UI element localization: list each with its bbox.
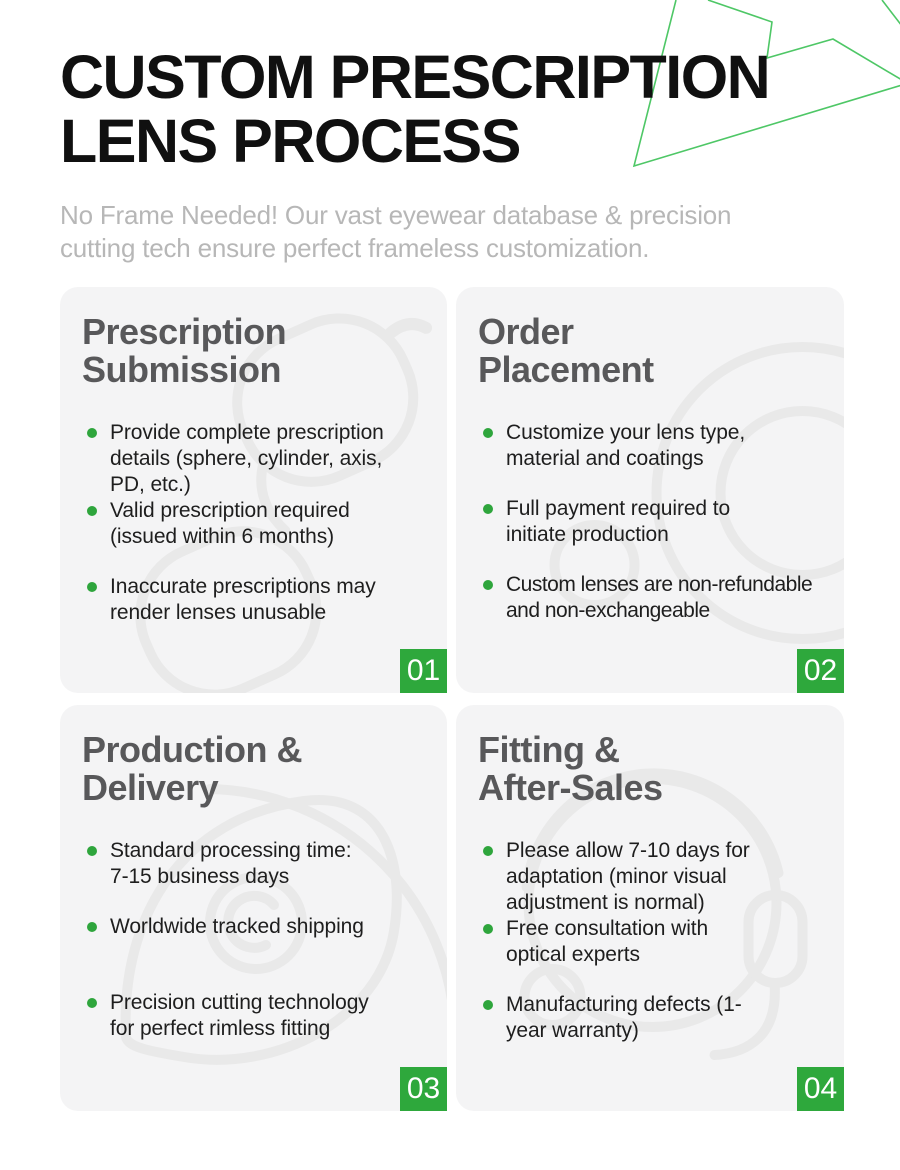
bullet-list xyxy=(87,420,427,626)
bullet-item xyxy=(87,574,427,626)
bullet-text: Full payment required to initiate production xyxy=(506,497,731,546)
cards-grid xyxy=(60,287,844,1111)
bullet-dot-icon xyxy=(87,582,97,592)
bullet-text: Please allow 7-10 days for adaptation (minor visual adjustment is normal) xyxy=(506,839,750,914)
card-title: Fitting & After-Sales xyxy=(478,729,663,808)
page-title-line1: CUSTOM PRESCRIPTION xyxy=(60,43,770,111)
bullet-item xyxy=(483,838,824,916)
page-subtitle: No Frame Needed! Our vast eyewear database & precision cutting tech ensure perfect frameless customization. xyxy=(60,200,732,263)
bullet-dot-icon xyxy=(87,998,97,1008)
bullet-text: Worldwide tracked shipping xyxy=(110,915,364,938)
bullet-item xyxy=(87,990,427,1042)
bullet-item xyxy=(483,916,824,992)
step-number-badge: 03 xyxy=(400,1067,447,1111)
bullet-dot-icon xyxy=(483,846,493,856)
step-number-badge: 04 xyxy=(797,1067,844,1111)
bullet-dot-icon xyxy=(87,922,97,932)
card-title: Production & Delivery xyxy=(82,729,302,808)
card-production-delivery xyxy=(60,705,447,1111)
page-title xyxy=(60,45,844,173)
bullet-text: Precision cutting technology for perfect rimless fitting xyxy=(110,991,369,1040)
bullet-dot-icon xyxy=(87,846,97,856)
card-title: Order Placement xyxy=(478,311,654,390)
bullet-dot-icon xyxy=(87,428,97,438)
bullet-item xyxy=(483,992,824,1044)
bullet-text: Inaccurate prescriptions may render lenses unusable xyxy=(110,575,376,624)
bullet-item xyxy=(483,572,824,624)
bullet-text: Custom lenses are non-refundable and non-exchangeable xyxy=(506,573,813,622)
bullet-text: Valid prescription required (issued within 6 months) xyxy=(110,499,350,548)
bullet-item xyxy=(87,914,427,990)
bullet-dot-icon xyxy=(483,580,493,590)
bullet-text: Manufacturing defects (1-year warranty) xyxy=(506,993,742,1042)
bullet-text: Standard processing time: 7-15 business days xyxy=(110,839,352,888)
bullet-dot-icon xyxy=(483,1000,493,1010)
bullet-item xyxy=(483,496,824,572)
bullet-item xyxy=(87,420,427,498)
bullet-dot-icon xyxy=(87,506,97,516)
page-title-line2: LENS PROCESS xyxy=(60,107,520,175)
card-title: Prescription Submission xyxy=(82,311,287,390)
bullet-list xyxy=(87,838,427,1042)
bullet-text: Customize your lens type, material and coatings xyxy=(506,421,746,470)
card-order-placement xyxy=(456,287,844,693)
bullet-list xyxy=(483,838,824,1044)
step-number-badge: 02 xyxy=(797,649,844,693)
bullet-dot-icon xyxy=(483,504,493,514)
step-number-badge: 01 xyxy=(400,649,447,693)
bullet-dot-icon xyxy=(483,924,493,934)
card-fitting-after-sales xyxy=(456,705,844,1111)
bullet-item xyxy=(87,498,427,574)
card-prescription-submission xyxy=(60,287,447,693)
bullet-text: Free consultation with optical experts xyxy=(506,917,709,966)
bullet-list xyxy=(483,420,824,624)
bullet-text: Provide complete prescription details (sphere, cylinder, axis, PD, etc.) xyxy=(110,421,384,496)
bullet-item xyxy=(87,838,427,914)
bullet-dot-icon xyxy=(483,428,493,438)
bullet-item xyxy=(483,420,824,496)
